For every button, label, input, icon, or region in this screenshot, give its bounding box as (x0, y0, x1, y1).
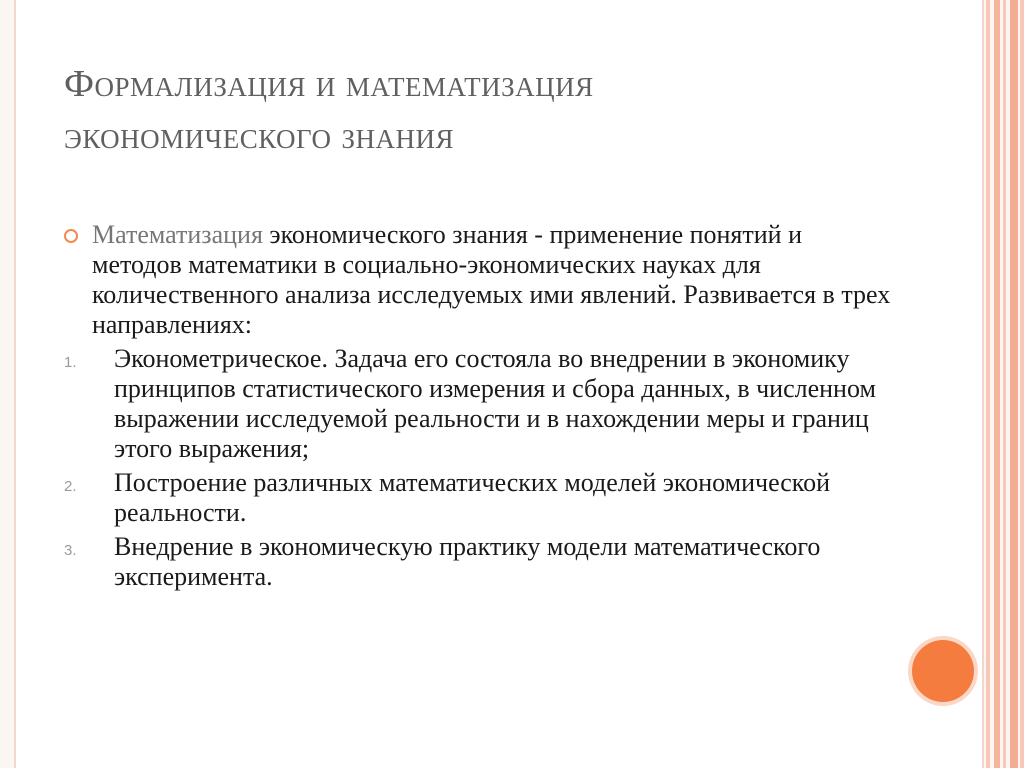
list-number: 1. (64, 354, 77, 371)
list-item (64, 532, 894, 592)
list-item-text: Построение различных математических моделей экономической реальности. (114, 468, 831, 527)
decor-stripe (1020, 0, 1024, 768)
slide-content (64, 220, 894, 592)
list-number: 3. (64, 542, 77, 559)
intro-lead-term: Математизация (92, 220, 263, 249)
decor-stripe (994, 0, 1000, 768)
decor-circle (912, 640, 974, 702)
intro-paragraph (64, 220, 894, 340)
title-line-1: Формализация и математизация (64, 63, 594, 105)
decor-stripe (1003, 0, 1006, 768)
list-number: 2. (64, 478, 77, 495)
list-item-text: Эконометрическое. Задача его состояла во внедрении в экономику принципов статистического измерения и сбора данных, в численном выражении исследуемой реальности и в нахождении меры и границ этого выражения; (114, 344, 876, 463)
list-item-text: Внедрение в экономическую практику модели математического эксперимента. (114, 532, 821, 591)
decor-stripe (986, 0, 990, 768)
list-item (64, 468, 894, 528)
decor-stripe (1010, 0, 1018, 768)
slide-title (64, 58, 944, 162)
intro-text: экономического знания - применение понятий и методов математики в социально-экономических науках для количественного анализа исследуемых ими явлений. Развивается в трех направлениях: (92, 220, 891, 339)
title-line-2: экономического знания (64, 115, 455, 157)
bullet-ring-icon (64, 229, 78, 243)
list-item (64, 344, 894, 464)
